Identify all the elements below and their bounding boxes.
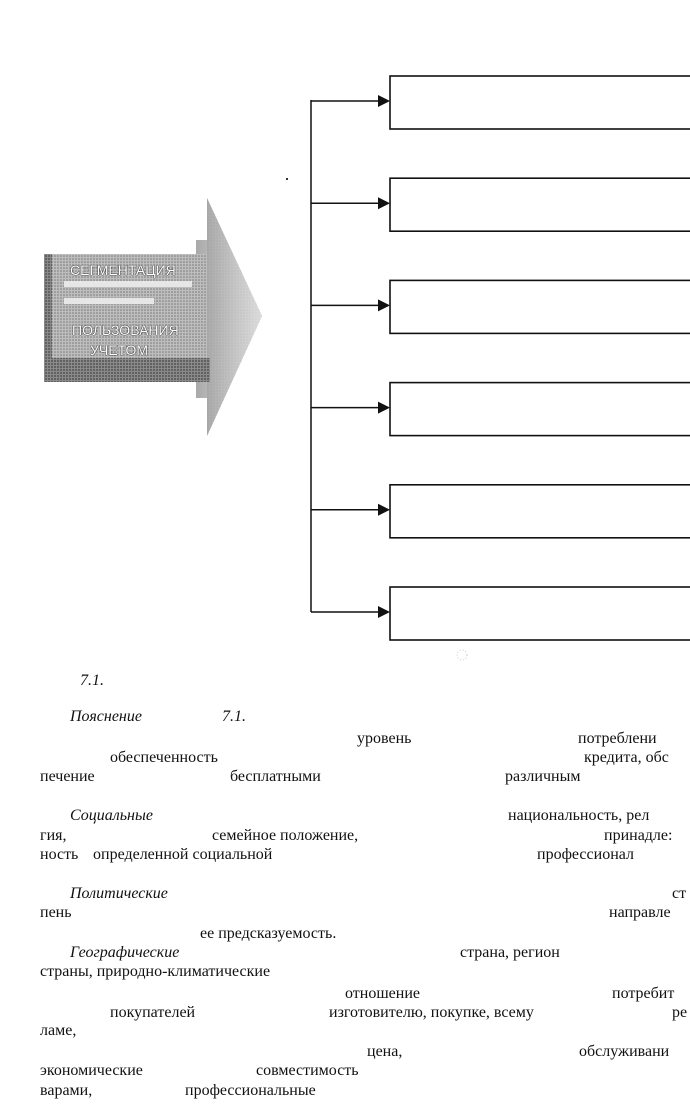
text-line: определенной социальной [93,846,273,863]
figure-caption: 7.1. [80,672,104,689]
arrow-label-segmentation: СЕГМЕНТАЦИЯ [70,262,176,278]
text-note-label: Пояснение [70,708,142,725]
arrow-label-usage: ПОЛЬЗОВАНИЯ [72,322,179,338]
text-line: ст [672,885,687,902]
stray-mark [286,178,288,180]
text-line: страны, природно-климатические [40,963,271,980]
text-line: пень [40,904,72,921]
text-line: гия, [40,827,67,844]
text-line: ре [672,1004,688,1021]
text-line: профессионал [537,846,634,863]
arrowhead-icon [378,402,390,414]
text-political-label: Политические [70,885,168,902]
text-line: уровень [357,730,412,747]
text-line: страна, регион [460,944,560,961]
segmentation-arrow [44,198,262,436]
text-line: совместимость [256,1062,359,1079]
segment-box [390,178,690,231]
text-line: печение [40,768,95,785]
text-line: направле [609,904,671,921]
arrowhead-icon [378,299,390,311]
text-geographic-label: Географические [70,944,180,961]
scan-speck [457,650,467,660]
arrow-label-account: УЧЕТОМ [90,342,149,358]
text-line: кредита, обс [584,749,669,766]
text-line: отношение [345,985,420,1002]
arrowhead-icon [378,504,390,516]
segment-box [390,76,690,129]
text-line: семейное положение, [212,827,359,844]
text-line: ее предсказуемость. [200,925,337,942]
text-line: ность [40,846,79,863]
segment-box [390,383,690,436]
arrowhead-icon [378,606,390,618]
text-line: различным [505,768,581,785]
text-line: профессиональные [185,1082,316,1099]
text-line: покупателей [110,1004,196,1021]
text-line: обеспеченность [110,749,218,766]
text-line: обслуживани [579,1043,670,1060]
text-line: национальность, рел [508,807,650,824]
segment-box [390,280,690,333]
text-line: цена, [367,1043,403,1060]
arrowhead-icon [378,197,390,209]
text-line: экономические [40,1062,143,1079]
segment-box [390,587,690,640]
branch-group [311,76,690,640]
text-note-number: 7.1. [222,708,246,725]
text-line: ламе, [40,1022,77,1039]
text-social-label: Социальные [70,807,153,824]
text-line: потреблени [578,730,657,747]
text-line: изготовителю, покупке, всему [329,1004,534,1021]
text-line: варами, [40,1082,93,1099]
text-line: бесплатными [230,768,321,785]
text-line: потребит [612,985,675,1002]
segment-box [390,485,690,538]
text-line: принадле: [604,827,673,844]
arrowhead-icon [378,95,390,107]
